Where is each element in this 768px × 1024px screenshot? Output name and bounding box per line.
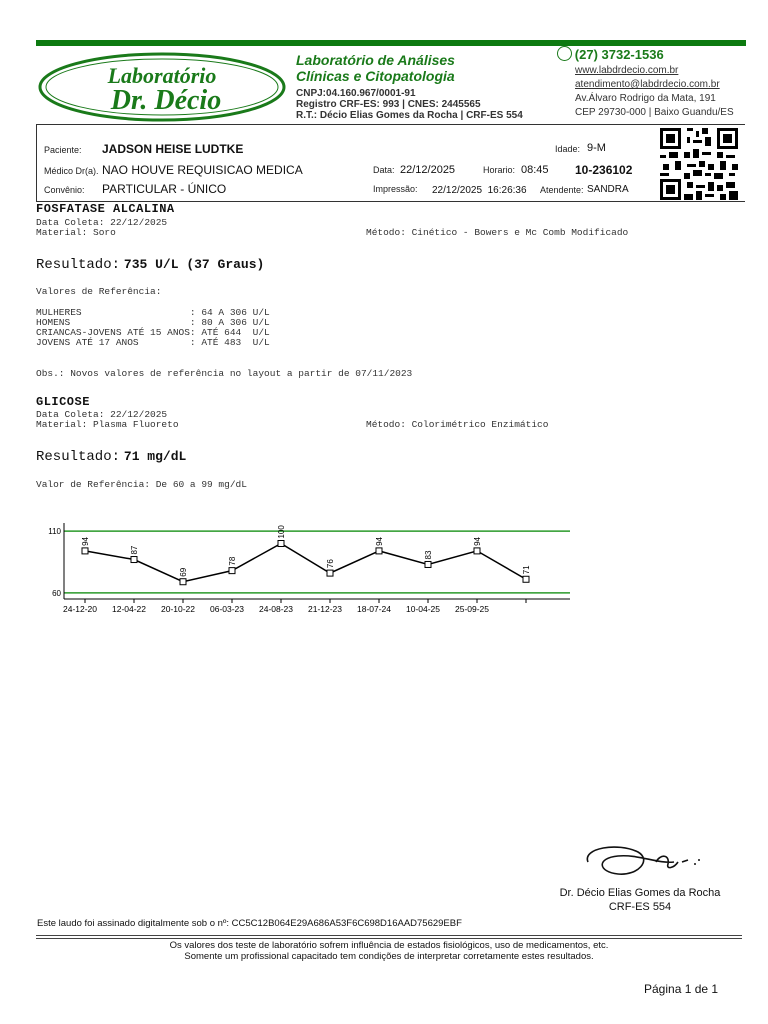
data-point xyxy=(180,579,186,585)
x-tick-label: 24-08-23 xyxy=(258,604,294,614)
whatsapp-icon xyxy=(557,46,572,61)
y-tick-label: 60 xyxy=(52,588,61,598)
x-tick-label: 20-10-22 xyxy=(160,604,196,614)
disclaimer-line1: Os valores dos teste de laboratório sofrem influência de estados fisiológicos, uso de medicamentos, etc. xyxy=(169,940,609,951)
data-label: Data: xyxy=(373,165,395,175)
data-point xyxy=(278,541,284,547)
x-tick-label: 06-03-23 xyxy=(209,604,245,614)
lab-name-line2: Clínicas e Citopatologia xyxy=(296,68,455,84)
cnpj: CNPJ:04.160.967/0001-91 xyxy=(296,88,416,99)
disclaimer xyxy=(36,940,742,962)
protocolo: 10-236102 xyxy=(575,163,633,177)
exam1-ref-row: HOMENS : 80 A 306 U/L xyxy=(36,317,270,328)
data-point xyxy=(376,548,382,554)
exam1-metodo: Método: Cinético - Bowers e Mc Comb Modificado xyxy=(366,227,629,238)
exam2-material: Material: Plasma Fluoreto xyxy=(36,419,179,430)
registro: Registro CRF-ES: 993 | CNES: 2445565 xyxy=(296,99,481,110)
phone: (27) 3732-1536 xyxy=(574,47,664,62)
data-point xyxy=(82,548,88,554)
x-tick-label: 10-04-25 xyxy=(405,604,441,614)
data-label: 78 xyxy=(228,556,237,566)
lab-name-line1: Laboratório de Análises xyxy=(296,52,455,68)
convenio: PARTICULAR - ÚNICO xyxy=(102,182,227,196)
data-label: 100 xyxy=(277,525,286,539)
exam1-ref-row: MULHERES : 64 A 306 U/L xyxy=(36,307,270,318)
paciente-name: JADSON HEISE LUDTKE xyxy=(102,142,244,156)
impressao-label: Impressão: xyxy=(373,184,418,194)
logo-line2: Dr. Décio xyxy=(110,85,222,116)
exam2-data-coleta: Data Coleta: 22/12/2025 xyxy=(36,409,168,420)
cep: CEP 29730-000 | Baixo Guandu/ES xyxy=(575,107,734,118)
exam2-resultado-label: Resultado: xyxy=(36,449,121,465)
x-tick-label: 21-12-23 xyxy=(307,604,343,614)
data-point xyxy=(523,576,529,582)
atendente-label: Atendente: xyxy=(540,185,584,195)
exam1-obs: Obs.: Novos valores de referência no layout a partir de 07/11/2023 xyxy=(36,368,413,379)
exam1-ref-title: Valores de Referência: xyxy=(36,286,162,297)
exam1-resultado-value: 735 U/L (37 Graus) xyxy=(123,257,265,272)
email-link[interactable]: atendimento@labdrdecio.com.br xyxy=(575,79,720,90)
footer-divider xyxy=(36,938,742,939)
exam1-resultado xyxy=(36,255,264,273)
medico-label: Médico Dr(a). xyxy=(44,166,99,176)
y-tick-label: 110 xyxy=(48,527,61,537)
x-tick-label: 18-07-24 xyxy=(356,604,392,614)
glucose-history-chart xyxy=(30,515,580,615)
phone-row xyxy=(557,46,734,64)
data-label: 94 xyxy=(375,536,384,546)
data: 22/12/2025 xyxy=(400,164,456,176)
atendente: SANDRA xyxy=(587,184,629,195)
data-label: 94 xyxy=(473,536,482,546)
series-line xyxy=(85,544,526,582)
digital-signature-note: Este laudo foi assinado digitalmente sob o nº: CC5C12B064E29A686A53F6C698D16AAD75629EBF xyxy=(37,918,462,929)
exam1-material: Material: Soro xyxy=(36,227,116,238)
footer-divider xyxy=(36,935,742,936)
exam2-resultado-value: 71 mg/dL xyxy=(123,449,187,464)
signer-name: Dr. Décio Elias Gomes da Rocha xyxy=(559,887,721,899)
lab-title xyxy=(296,52,455,84)
data-label: 71 xyxy=(522,565,531,575)
data-label: 69 xyxy=(179,567,188,577)
data-point xyxy=(131,557,137,563)
exam1-data-coleta: Data Coleta: 22/12/2025 xyxy=(36,217,168,228)
exam1-ref-row: CRIANCAS-JOVENS ATÉ 15 ANOS: ATÉ 644 U/L xyxy=(36,327,270,338)
contact-block xyxy=(575,46,734,120)
x-tick-label: 12-04-22 xyxy=(111,604,147,614)
data-point xyxy=(327,570,333,576)
horario: 08:45 xyxy=(521,164,549,176)
exam1-ref-row: JOVENS ATÉ 17 ANOS : ATÉ 483 U/L xyxy=(36,337,270,348)
page-number: Página 1 de 1 xyxy=(644,982,719,996)
address: Av.Álvaro Rodrigo da Mata, 191 xyxy=(575,93,716,104)
data-label: 87 xyxy=(130,545,139,555)
exam1-title: FOSFATASE ALCALINA xyxy=(36,202,175,216)
x-tick-label: 24-12-20 xyxy=(62,604,98,614)
data-point xyxy=(229,568,235,574)
signature-image xyxy=(578,840,708,886)
signer-crf: CRF-ES 554 xyxy=(608,901,672,913)
data-label: 76 xyxy=(326,559,335,569)
idade-label: Idade: xyxy=(555,144,581,154)
signature-block xyxy=(520,886,760,914)
exam2-title: GLICOSE xyxy=(36,395,90,409)
convenio-label: Convênio: xyxy=(44,185,85,195)
data-point xyxy=(425,561,431,567)
horario-label: Horario: xyxy=(483,165,516,175)
lab-ids xyxy=(296,88,523,121)
exam1-resultado-label: Resultado: xyxy=(36,257,121,273)
data-label: 83 xyxy=(424,550,433,560)
exam2-metodo: Método: Colorimétrico Enzimático xyxy=(366,419,549,430)
qr-code-icon xyxy=(660,128,738,200)
x-tick-label: 25-09-25 xyxy=(454,604,490,614)
exam2-ref: Valor de Referência: De 60 a 99 mg/dL xyxy=(36,479,247,490)
data-label: 94 xyxy=(81,536,90,546)
idade: 9-M xyxy=(587,142,606,154)
medico: NAO HOUVE REQUISICAO MEDICA xyxy=(102,163,303,177)
disclaimer-line2: Somente um profissional capacitado tem condições de interpretar corretamente estes resultados. xyxy=(184,951,594,962)
website-link[interactable]: www.labdrdecio.com.br xyxy=(575,65,679,76)
data-point xyxy=(474,548,480,554)
paciente-label: Paciente: xyxy=(44,145,82,155)
impressao: 22/12/2025 16:26:36 xyxy=(432,185,527,196)
exam2-resultado xyxy=(36,447,186,465)
responsavel-tecnico: R.T.: Décio Elias Gomes da Rocha | CRF-ES 554 xyxy=(296,110,523,121)
logo-line1: Laboratório xyxy=(107,63,217,88)
lab-logo xyxy=(38,52,286,122)
